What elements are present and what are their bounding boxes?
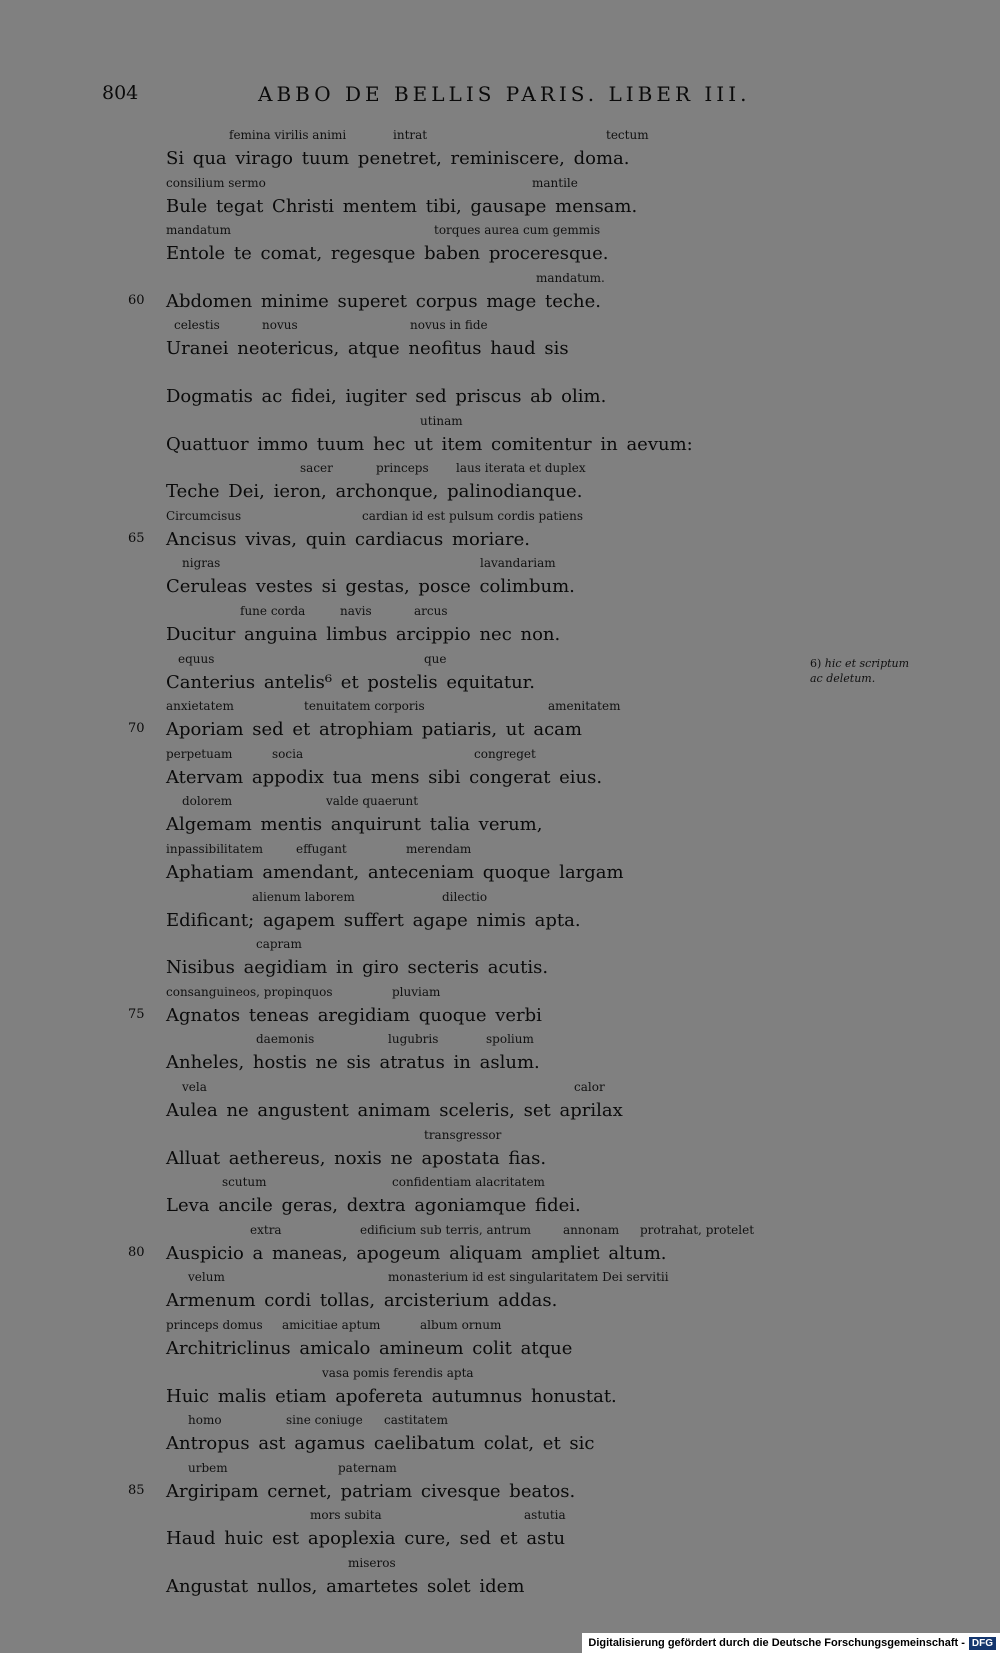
gloss: annonam [563,1222,620,1237]
gloss: amenitatem [548,699,621,714]
digitization-credit [582,1633,1000,1653]
verse-line: Dogmatis ac fidei, iugiter sed priscus ab olim. [166,386,607,407]
gloss: perpetuam [166,746,233,761]
gloss: novus in fide [410,318,488,333]
verse-line: Angustat nullos, amartetes solet idem [166,1576,525,1597]
running-title: ABBO DE BELLIS PARIS. LIBER III. [258,82,751,106]
verse-line: Nisibus aegidiam in giro secteris acutis. [166,957,549,979]
gloss: anxietatem [166,699,234,714]
verse-line: Si qua virago tuum penetret, reminiscere, doma. [166,148,630,169]
gloss: vela [182,1080,207,1094]
gloss: extra [250,1222,282,1237]
gloss: laus iterata et duplex [456,461,586,476]
credit-text: Digitalisierung gefördert durch die Deutsche Forschungsgemeinschaft - [588,1637,965,1649]
verse-line: Abdomen minime superet corpus mage teche. [166,290,601,312]
gloss: equus [178,651,215,666]
footnote-number: 6) [810,657,822,670]
gloss: paternam [338,1460,397,1475]
gloss: sine coniuge [286,1413,363,1428]
gloss: navis [340,604,372,618]
verse-line: Aulea ne angustent animam sceleris, set aprilax [166,1100,623,1121]
gloss: castitatem [384,1413,448,1428]
gloss: valde quaerunt [326,794,419,809]
gloss: consilium sermo [166,175,266,190]
gloss: merendam [406,842,472,856]
gloss: dilectio [442,889,488,904]
verse-line: Uranei neotericus, atque neofitus haud sis [166,338,569,360]
gloss: edificium sub terris, antrum [360,1222,532,1237]
verse-line: Atervam appodix tua mens sibi congerat eius. [166,766,603,788]
verse-line: Teche Dei, ieron, archonque, palinodianque. [166,481,583,503]
gloss: inpassibilitatem [166,842,264,856]
gloss: mandatum [166,223,232,238]
line-number: 60 [128,292,145,308]
gloss: celestis [174,318,220,333]
verse-line: Quattuor immo tuum hec ut item comitentur in aevum: [166,433,693,455]
gloss: nigras [182,556,221,571]
verse-line: Ancisus vivas, quin cardiacus moriare. [166,528,530,550]
verse-line: Huic malis etiam apofereta autumnus honustat. [166,1385,617,1407]
verse-line: Haud huic est apoplexia cure, sed et astu [166,1528,566,1550]
gloss: capram [256,937,302,952]
gloss: mantile [532,175,578,190]
gloss: spolium [486,1032,534,1047]
gloss: album ornum [420,1318,502,1332]
gloss: lavandariam [480,556,556,571]
gloss: intrat [393,128,428,142]
footnote-text: hic et scriptum ac deletum. [810,657,910,685]
verse-line: Entole te comat, regesque baben proceresque. [166,243,609,265]
verse-line: Aphatiam amendant, anteceniam quoque largam [166,862,624,883]
gloss: calor [574,1080,605,1094]
gloss: confidentiam alacritatem [392,1175,545,1190]
gloss: urbem [188,1460,228,1475]
verse-line: Edificant; agapem suffert agape nimis apta. [166,909,581,931]
verse-line: Leva ancile geras, dextra agoniamque fidei. [166,1195,581,1217]
gloss: homo [188,1413,222,1428]
gloss: Circumcisus [166,508,242,523]
gloss: cardian id est pulsum cordis patiens [362,508,584,523]
verse-line: Argiripam cernet, patriam civesque beatos. [166,1480,576,1502]
line-number: 85 [128,1482,145,1498]
gloss: daemonis [256,1032,315,1047]
verse-line: Armenum cordi tollas, arcisterium addas. [166,1290,558,1312]
line-number: 75 [128,1006,145,1022]
footnote [810,656,922,686]
gloss: princeps [376,461,429,476]
verse-line: Aporiam sed et atrophiam patiaris, ut acam [166,719,582,741]
verse-line: Antropus ast agamus caelibatum colat, et sic [166,1433,595,1455]
line-number: 65 [128,530,145,546]
gloss: tenuitatem corporis [304,699,425,714]
line-number: 80 [128,1244,145,1260]
gloss: effugant [296,842,347,856]
verse-line: Agnatos teneas aregidiam quoque verbi [166,1004,542,1026]
gloss: vasa pomis ferendis apta [322,1365,474,1380]
gloss: congreget [474,746,536,761]
gloss: novus [262,318,298,333]
verse-line: Anheles, hostis ne sis atratus in aslum. [166,1052,540,1074]
gloss: arcus [414,604,448,618]
gloss: miseros [348,1556,396,1570]
gloss: astutia [524,1508,566,1523]
page-number: 804 [102,82,139,104]
gloss: scutum [222,1175,267,1190]
gloss: consanguineos, propinquos [166,984,333,999]
gloss: protrahat, protelet [640,1222,755,1237]
page-header [0,82,1000,112]
gloss: fune corda [240,604,306,618]
gloss: princeps domus [166,1318,263,1332]
gloss: monasterium id est singularitatem Dei servitii [388,1270,669,1285]
verse-line: Alluat aethereus, noxis ne apostata fias. [166,1147,547,1169]
verse-line: Canterius antelis⁶ et postelis equitatur. [166,671,536,693]
verse-line: Architriclinus amicalo amineum colit atque [166,1338,573,1359]
gloss: mors subita [310,1508,382,1523]
verse-line: Ducitur anguina limbus arcippio nec non. [166,624,561,645]
dfg-logo: DFG [969,1637,996,1650]
verse-line: Bule tegat Christi mentem tibi, gausape mensam. [166,195,638,217]
verse-line: Auspicio a maneas, apogeum aliquam ampliet altum. [166,1242,667,1264]
gloss: tectum [606,128,649,142]
gloss: utinam [420,413,463,428]
gloss: lugubris [388,1032,439,1047]
gloss: pluviam [392,984,441,999]
gloss: socia [272,746,304,761]
line-number: 70 [128,721,145,737]
gloss: transgressor [424,1127,502,1142]
gloss: que [424,651,447,666]
gloss: sacer [300,461,333,476]
gloss: amicitiae aptum [282,1318,381,1332]
verse-line: Algemam mentis anquirunt talia verum, [166,814,543,836]
verse-line: Ceruleas vestes si gestas, posce colimbum. [166,576,575,598]
gloss: torques aurea cum gemmis [434,223,601,238]
gloss: mandatum. [536,270,605,285]
gloss: femina virilis animi [229,128,347,142]
gloss: velum [188,1270,225,1285]
gloss: alienum laborem [252,889,355,904]
gloss: dolorem [182,794,233,809]
